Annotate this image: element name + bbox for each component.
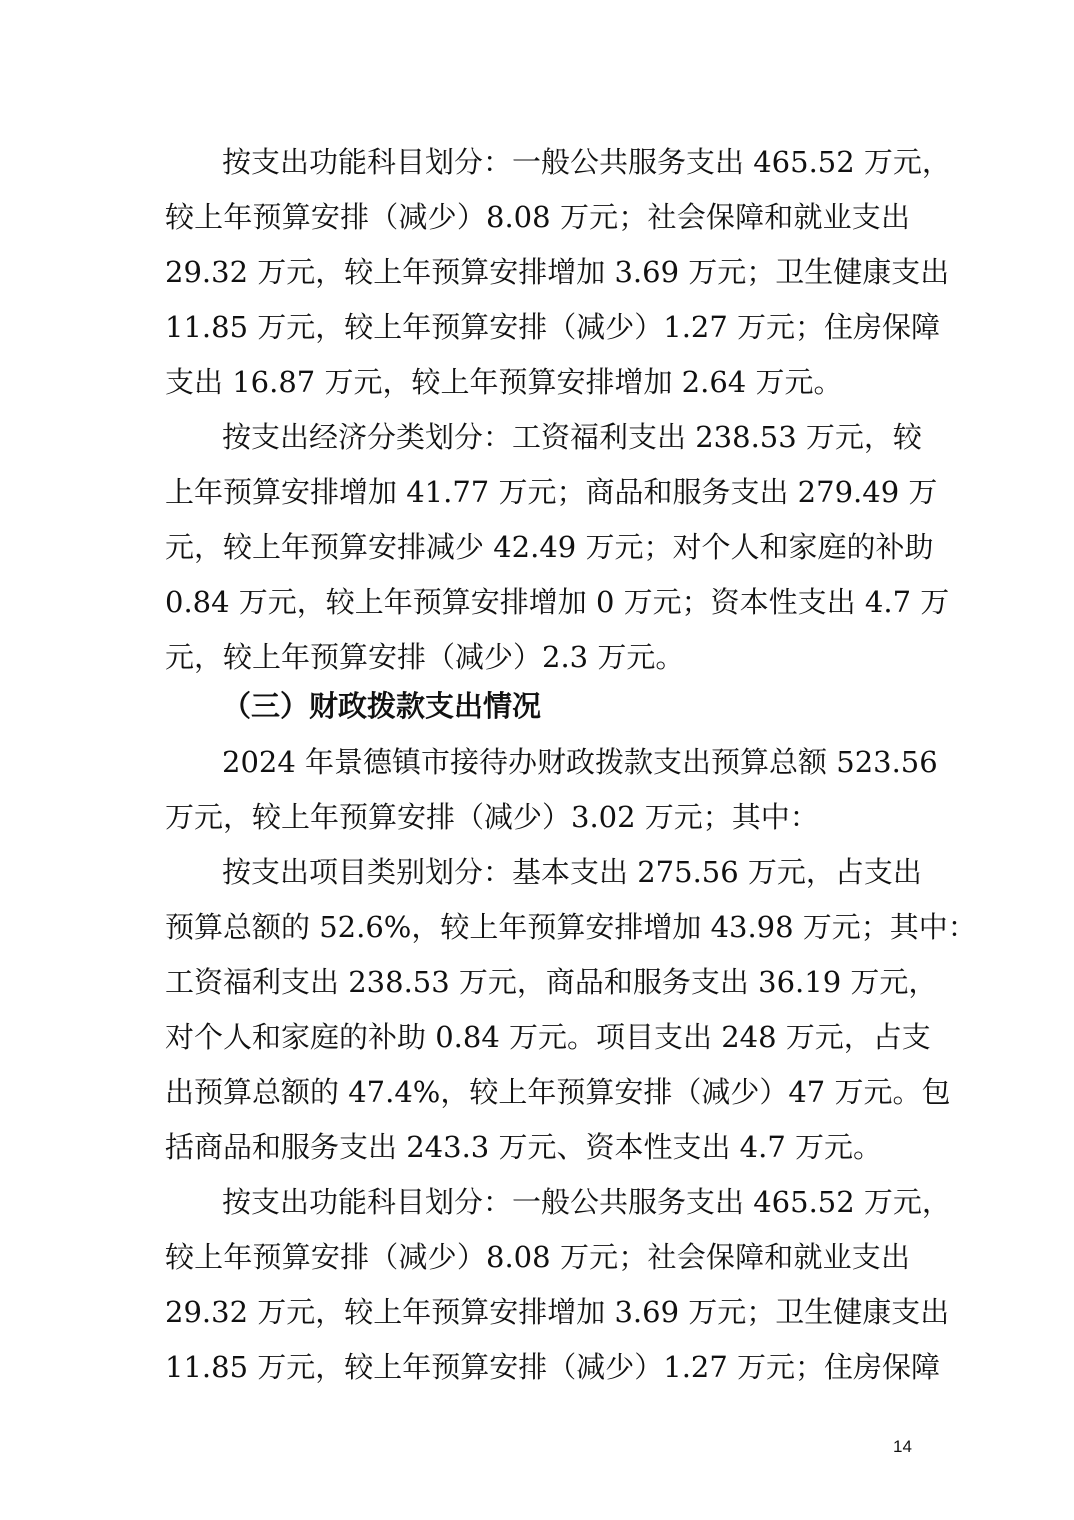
text-line: 预算总额的 52.6%，较上年预算安排增加 43.98 万元；其中：: [165, 910, 977, 944]
text-line: 较上年预算安排（减少）8.08 万元；社会保障和就业支出: [165, 200, 910, 234]
text-line: 万元，较上年预算安排（减少）3.02 万元；其中：: [165, 800, 819, 834]
text-line: 对个人和家庭的补助 0.84 万元。项目支出 248 万元，占支: [165, 1020, 931, 1054]
text-line: 11.85 万元，较上年预算安排（减少）1.27 万元；住房保障: [165, 1350, 941, 1384]
section-heading: （三）财政拨款支出情况: [222, 689, 542, 723]
text-line: 元，较上年预算安排（减少）2.3 万元。: [165, 640, 685, 674]
text-line: 支出 16.87 万元，较上年预算安排增加 2.64 万元。: [165, 365, 843, 399]
text-line: 较上年预算安排（减少）8.08 万元；社会保障和就业支出: [165, 1240, 910, 1274]
text-line: 括商品和服务支出 243.3 万元、资本性支出 4.7 万元。: [165, 1130, 883, 1164]
text-line: 2024 年景德镇市接待办财政拨款支出预算总额 523.56: [222, 745, 938, 779]
text-line: 0.84 万元，较上年预算安排增加 0 万元；资本性支出 4.7 万: [165, 585, 950, 619]
text-line: 元，较上年预算安排减少 42.49 万元；对个人和家庭的补助: [165, 530, 934, 564]
text-line: 按支出经济分类划分：工资福利支出 238.53 万元，较: [222, 420, 922, 454]
text-line: 按支出功能科目划分：一般公共服务支出 465.52 万元，: [222, 1185, 951, 1219]
text-line: 上年预算安排增加 41.77 万元；商品和服务支出 279.49 万: [165, 475, 938, 509]
text-line: 11.85 万元，较上年预算安排（减少）1.27 万元；住房保障: [165, 310, 941, 344]
text-line: 29.32 万元，较上年预算安排增加 3.69 万元；卫生健康支出: [165, 255, 950, 289]
text-line: 按支出功能科目划分：一般公共服务支出 465.52 万元，: [222, 145, 951, 179]
text-line: 29.32 万元，较上年预算安排增加 3.69 万元；卫生健康支出: [165, 1295, 950, 1329]
text-line: 工资福利支出 238.53 万元，商品和服务支出 36.19 万元，: [165, 965, 938, 999]
text-line: 出预算总额的 47.4%，较上年预算安排（减少）47 万元。包: [165, 1075, 951, 1109]
page-number: 14: [893, 1437, 912, 1456]
text-line: 按支出项目类别划分：基本支出 275.56 万元，占支出: [222, 855, 922, 889]
